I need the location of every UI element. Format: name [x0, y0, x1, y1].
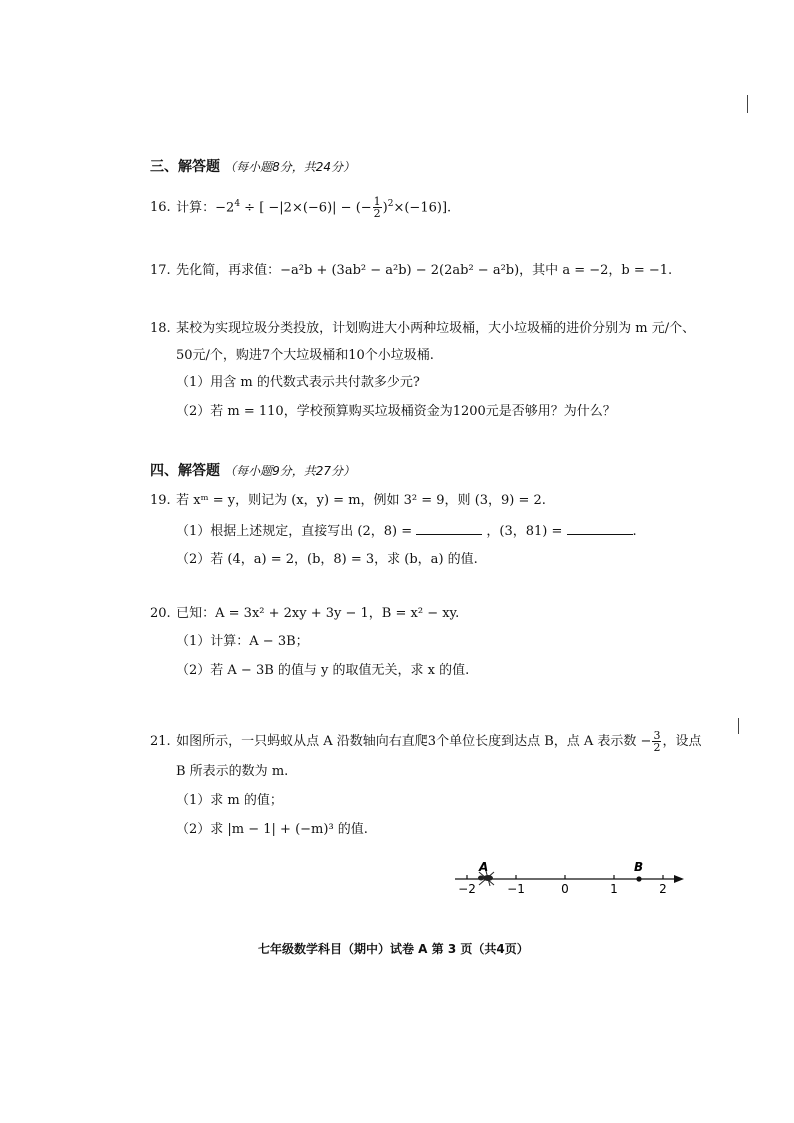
question-20-number: 20.	[150, 606, 171, 621]
number-line-tick-label: −1	[507, 882, 525, 896]
question-21-number: 21.	[150, 734, 171, 749]
section-4-heading	[150, 462, 355, 481]
question-17-number: 17.	[150, 263, 171, 278]
question-20-part-2: （2）若 A − 3B 的值与 y 的取值无关，求 x 的值.	[176, 663, 470, 678]
question-19-part-1-text-c: .	[632, 524, 637, 539]
question-20-line-1: 已知：A = 3x² + 2xy + 3y − 1，B = x² − xy.	[176, 606, 460, 621]
point-a-label: A	[479, 860, 489, 874]
question-16-exponent-1: 4	[234, 199, 241, 209]
question-16-fraction	[373, 196, 382, 219]
question-19-part-2: （2）若 (4，a) = 2，(b，8) = 3，求 (b，a) 的值.	[176, 552, 478, 567]
answer-blank-1[interactable]	[416, 522, 482, 535]
question-20	[150, 605, 459, 623]
question-19-number: 19.	[150, 493, 171, 508]
question-18	[150, 320, 695, 338]
scan-mark	[738, 718, 739, 734]
question-19	[150, 492, 546, 510]
section-4-title: 四、解答题	[150, 463, 220, 479]
question-16-fraction-numerator: 1	[373, 195, 381, 209]
question-19-part-1	[176, 522, 637, 541]
question-19-line-1: 若 xᵐ = y，则记为 (x，y) = m，例如 3² = 9，则 (3，9) = 2.	[176, 493, 546, 508]
answer-blank-2[interactable]	[567, 522, 633, 535]
number-line-tick-label: 2	[659, 882, 667, 896]
question-17-text: 先化简，再求值：−a²b + (3ab² − a²b) − 2(2ab² − a²b)，其中 a = −2，b = −1.	[176, 263, 673, 278]
scan-mark	[747, 95, 748, 113]
question-19-part-1-text-b: ，(3，81) =	[486, 524, 563, 539]
question-21-part-1: （1）求 m 的值；	[176, 793, 283, 808]
section-3-title: 三、解答题	[150, 159, 220, 175]
question-21-line-1-b: ，设点	[662, 734, 702, 749]
question-18-number: 18.	[150, 321, 171, 336]
question-16-exponent-2: 2	[387, 199, 394, 209]
question-21-fraction-denominator: 2	[653, 741, 661, 754]
question-20-part-1: （1）计算：A − 3B；	[176, 634, 309, 649]
question-16-text-c: )	[382, 200, 388, 216]
question-21-line-1-a: 如图所示，一只蚂蚁从点 A 沿数轴向右直爬3个单位长度到达点 B，点 A 表示数 −	[176, 734, 652, 749]
question-18-line-2: 50元/个，购进7个大垃圾桶和10个小垃圾桶.	[176, 348, 434, 363]
question-21-part-2: （2）求 |m − 1| + (−m)³ 的值.	[176, 822, 368, 837]
question-17	[150, 262, 672, 280]
number-line-tick-label: −2	[458, 882, 476, 896]
question-18-part-1: （1）用含 m 的代数式表示共付款多少元?	[176, 375, 420, 390]
section-3-heading	[150, 158, 355, 177]
question-18-part-2: （2）若 m = 110，学校预算购买垃圾桶资金为1200元是否够用？为什么？	[176, 404, 616, 419]
question-21	[150, 730, 701, 753]
question-21-line-2: B 所表示的数为 m.	[176, 764, 289, 779]
question-16-text-d: ×(−16)].	[393, 200, 452, 216]
question-18-line-1: 某校为实现垃圾分类投放，计划购进大小两种垃圾桶，大小垃圾桶的进价分别为 m 元/个、	[176, 321, 696, 336]
question-16-number: 16.	[150, 200, 171, 216]
question-16-text-a: 计算：−2	[176, 200, 235, 216]
number-line-figure	[450, 858, 690, 902]
question-21-fraction-numerator: 3	[653, 729, 661, 742]
number-line-tick-label: 1	[610, 882, 618, 896]
question-16-fraction-denominator: 2	[373, 207, 381, 221]
number-line-arrow-icon	[674, 875, 684, 883]
question-16-text-b: ÷ [ −|2×(−6)| − (−	[240, 200, 372, 216]
page-footer: 七年级数学科目（期中）试卷 A 第 3 页（共4页）	[258, 942, 529, 956]
section-3-note: （每小题8分，共24分）	[224, 160, 356, 174]
point-b-label: B	[634, 860, 644, 874]
question-16	[150, 195, 451, 219]
question-19-part-1-text-a: （1）根据上述规定，直接写出 (2，8) =	[176, 524, 413, 539]
section-4-note: （每小题9分，共27分）	[224, 464, 356, 478]
point-b-dot	[636, 876, 641, 881]
number-line-tick-label: 0	[561, 882, 569, 896]
question-21-fraction	[652, 730, 661, 753]
